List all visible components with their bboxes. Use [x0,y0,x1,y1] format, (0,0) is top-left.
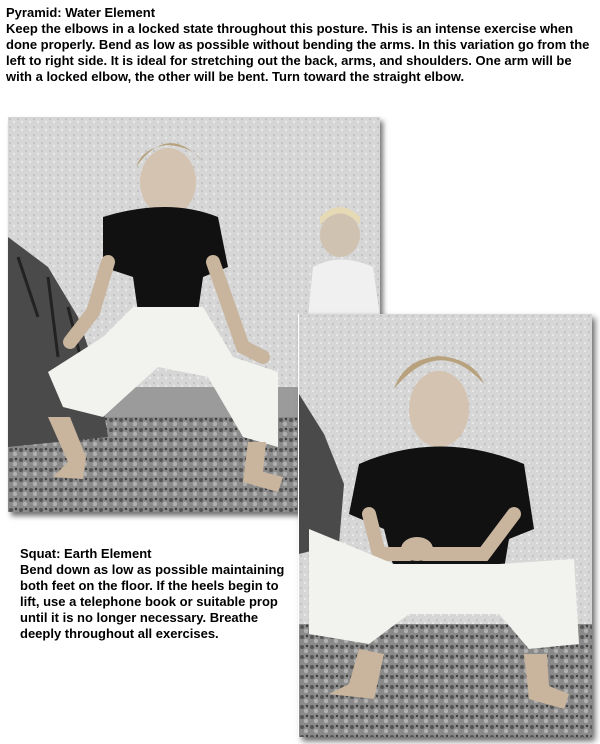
squat-pose-photo [299,314,592,737]
pyramid-title: Pyramid: Water Element [6,5,156,20]
squat-title: Squat: Earth Element [20,546,152,561]
squat-instructions [20,546,290,642]
squat-body: Bend down as low as possible maintaining both feet on the floor. If the heels begin to lift, use a telephone book or suitable prop until it is no longer necessary. Breathe deeply throughout all exercises. [20,562,285,641]
pyramid-instructions [6,5,594,85]
pyramid-body: Keep the elbows in a locked state throughout this posture. This is an intense exercise when done properly. Bend as low as possible without bending the arms. In this variation go from the left to right side. It is ideal for stretching out the back, arms, and shoulders. One arm will be with a locked elbow, the other will be bent. Turn toward the straight elbow. [6,21,590,84]
